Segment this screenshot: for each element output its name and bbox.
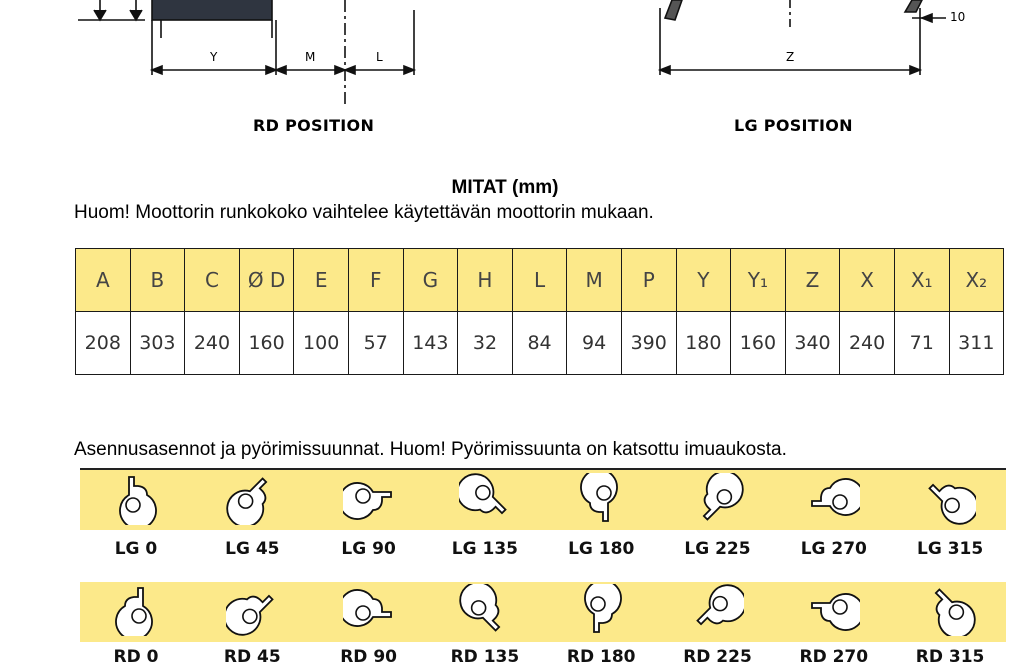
header-cell: Ø D [239,249,294,312]
value-cell: 57 [348,312,403,375]
header-cell: E [294,249,349,312]
header-cell: X₁ [894,249,949,312]
fan-rd-315-icon [924,584,976,636]
header-cell: L [512,249,567,312]
value-cell: 340 [785,312,840,375]
value-cell: 311 [949,312,1004,375]
header-cell: C [185,249,240,312]
mounting-position-label: LG 90 [341,539,396,559]
fan-lg-90-icon [343,473,395,525]
fan-lg-135-icon [459,473,511,525]
fan-lg-225-icon [692,473,744,525]
rd-icon-band [80,582,1006,642]
mounting-position-label: RD 180 [566,647,636,667]
value-cell: 303 [130,312,185,375]
lg-icon-band [80,470,1006,530]
mounting-note: Asennusasennot ja pyörimissuunnat. Huom! Pyörimissuunta on katsottu imuaukosta. [74,439,787,460]
header-cell: G [403,249,458,312]
header-cell: Z [785,249,840,312]
header-cell: Y [676,249,731,312]
value-cell: 84 [512,312,567,375]
dimension-drawing [0,0,1024,150]
value-cell: 390 [621,312,676,375]
mounting-position-label: RD 90 [340,647,397,667]
fan-rd-45-icon [226,584,278,636]
mounting-position-label: LG 225 [684,539,751,559]
value-cell: 240 [840,312,895,375]
mounting-position-label: LG 270 [800,539,867,559]
header-cell: B [130,249,185,312]
mounting-position-label: RD 135 [450,647,520,667]
dimensions-table [75,248,1004,375]
value-cell: 180 [676,312,731,375]
mounting-position-label: RD 0 [113,647,159,667]
mitat-title: MITAT (mm) [451,177,559,198]
dim-label-l: L [376,50,383,64]
header-cell: X₂ [949,249,1004,312]
header-cell: F [348,249,403,312]
value-cell: 100 [294,312,349,375]
header-cell: P [621,249,676,312]
value-cell: 208 [76,312,131,375]
mounting-position-label: RD 45 [223,647,281,667]
header-cell: M [567,249,622,312]
dimensions-value-row [76,312,1004,375]
value-cell: 32 [458,312,513,375]
dim-label-m: M [305,50,316,64]
header-cell: X [840,249,895,312]
value-cell: 160 [731,312,786,375]
fan-rd-180-icon [575,584,627,636]
value-cell: 240 [185,312,240,375]
dimensions-header-row [76,249,1004,312]
mounting-position-label: RD 270 [799,647,869,667]
fan-rd-0-icon [110,584,162,636]
header-cell: Y₁ [731,249,786,312]
fan-lg-45-icon [226,473,278,525]
fan-rd-270-icon [808,584,860,636]
fan-lg-315-icon [924,473,976,525]
mounting-position-label: LG 0 [114,539,158,559]
value-cell: 94 [567,312,622,375]
fan-rd-135-icon [459,584,511,636]
mounting-position-label: LG 135 [451,539,518,559]
dim-label-10: 10 [950,10,966,24]
mounting-position-label: LG 315 [916,539,984,559]
value-cell: 160 [239,312,294,375]
mounting-position-label: RD 315 [915,647,985,667]
fan-lg-0-icon [110,473,162,525]
lg-position-caption: LG POSITION [734,116,853,135]
header-cell: H [458,249,513,312]
header-cell: A [76,249,131,312]
fan-rd-90-icon [343,584,395,636]
fan-lg-180-icon [575,473,627,525]
fan-rd-225-icon [692,584,744,636]
value-cell: 71 [894,312,949,375]
mounting-position-label: LG 180 [568,539,635,559]
value-cell: 143 [403,312,458,375]
dim-label-y: Y [210,50,218,64]
dim-label-z: Z [786,50,795,64]
mounting-position-label: LG 45 [225,539,280,559]
rd-position-caption: RD POSITION [253,116,375,135]
mounting-position-label: RD 225 [683,647,752,667]
mitat-note: Huom! Moottorin runkokoko vaihtelee käytettävän moottorin mukaan. [74,202,654,223]
fan-lg-270-icon [808,473,860,525]
